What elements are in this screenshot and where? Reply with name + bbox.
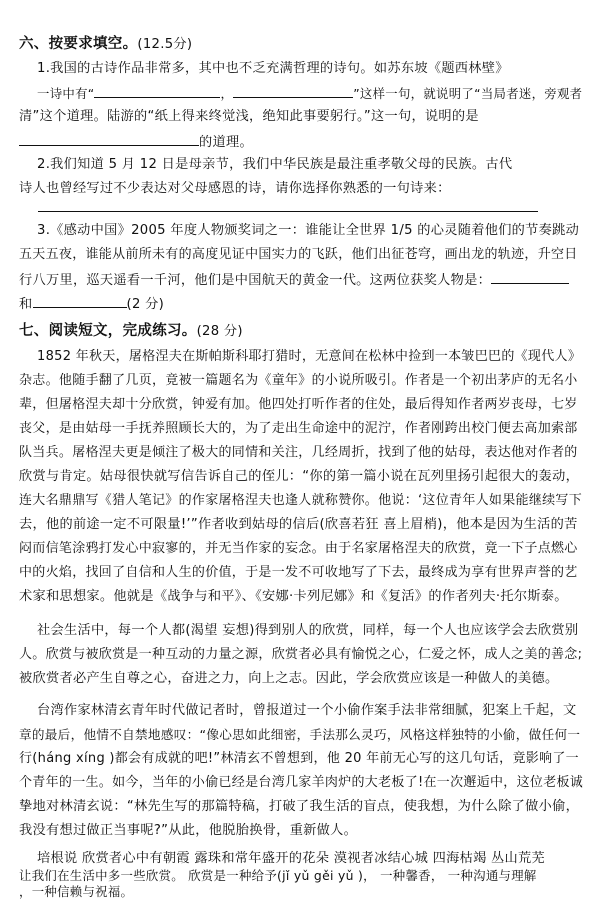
q6-1-line2-b: ， <box>220 86 234 101</box>
q6-3-line1: 3.《感动中国》2005 年度人物颁奖词之一：谁能让全世界 1/5 的心灵随着他们的节奏跳动 <box>37 223 580 238</box>
answer-blank-2[interactable] <box>233 85 353 98</box>
p1-line: 1852 年秋天，屠格涅夫在斯帕斯科耶打猎时，无意间在松林中捡到一本皱巴巴的《现代人》 <box>37 349 582 364</box>
answer-blank-6[interactable] <box>33 295 127 308</box>
answer-blank-3[interactable] <box>19 133 199 146</box>
p3-line: 挚地对林清玄说：“林先生写的那篇特稿，打破了我生活的盲点，使我想，为什么除了做小偷， <box>19 799 580 814</box>
q6-1-line2 <box>37 85 582 102</box>
q6-3-line3 <box>19 271 569 289</box>
section6-score: (12.5分) <box>137 37 193 52</box>
p2-line: 人。欣赏与被欣赏是一种互动的力量之源，欣赏者必具有愉悦之心，仁爱之怀，成人之美的善念; <box>19 647 583 662</box>
p3-line: 个青年的一生。如今，当年的小偷已经是台湾几家羊肉炉的大老板了!在一次邂逅中，这位老板诚 <box>19 775 584 790</box>
section7-heading: 七、阅读短文，完成练习。 <box>19 323 197 339</box>
q6-1-line2-a: 一诗中有“ <box>37 86 95 101</box>
q6-2-line2: 诗人也曾经写过不少表达对父母感恩的诗，请你选择你熟悉的一句诗来： <box>19 181 451 196</box>
p4-line: ，一种信赖与祝福。 <box>19 884 134 899</box>
section7-score: (28 分) <box>196 324 243 339</box>
q6-1-line2-c: ”这样一句，就说明了“当局者迷，旁观者 <box>353 86 583 101</box>
q6-2-line1: 2.我们知道 5 月 12 日是母亲节，我们中华民族是最注重孝敬父母的民族。古代 <box>37 157 513 172</box>
p1-line: 去，他的前途一定不可限量!’”作者收到姑母的信后(欣喜若狂 喜上眉梢)，他本是因为生活的苦 <box>19 517 578 532</box>
q6-3-line4-a: 和 <box>19 297 33 312</box>
answer-blank-4[interactable] <box>38 211 538 212</box>
p1-line: 连大名鼎鼎写《猎人笔记》的作家屠格涅夫也逢人就称赞你。他说：‘这位青年人如果能继续写下 <box>19 493 583 508</box>
q6-3-line4 <box>19 295 164 313</box>
section7-heading-line <box>19 323 243 340</box>
p1-line: 队当兵。屠格涅夫更是倾注了极大的同情和关注，几经周折，找到了他的姑母，表达他对作者的 <box>19 445 578 460</box>
q6-1-line4 <box>19 133 253 151</box>
p2-line: 被欣赏者必产生自尊之心，奋进之力，向上之志。因此，学会欣赏应该是一种做人的美德。 <box>19 671 559 686</box>
p4-line: 培根说 欣赏者心中有朝霞 露珠和常年盛开的花朵 漠视者冰结心城 四海枯竭 丛山荒芜 <box>37 851 546 866</box>
p3-line: 台湾作家林清玄青年时代做记者时，曾报道过一个小偷作案手法非常细腻，犯案上千起，文 <box>37 703 577 718</box>
p1-line: 丧父，是由姑母一手抚养照顾长大的，为了走出生命途中的泥泞，作者刚跨出校门便去高加索部 <box>19 421 578 436</box>
p3-line: 我没有想过做正当事呢?”从此，他脱胎换骨，重新做人。 <box>19 823 358 838</box>
section6-heading: 六、按要求填空。 <box>19 36 138 52</box>
p3-line: 行(háng xíng )都会有成就的吧!”林清玄不曾想到，他 20 年前无心写的这几句话，竟影响了一 <box>19 751 579 766</box>
answer-blank-1[interactable] <box>94 85 220 98</box>
p4-line: 让我们在生活中多一些欣赏。 欣赏是一种给予(jǐ yǔ gěi yǔ )， 一种馨香， 一种沟通与理解 <box>19 868 537 883</box>
answer-blank-5[interactable] <box>491 271 569 284</box>
q6-1-line3: 清”这个道理。陆游的“纸上得来终觉浅，绝知此事要躬行。”这一句，说明的是 <box>19 109 479 124</box>
p1-line: 中的火焰，找回了自信和人生的价值，于是一发不可收地写了下去，最终成为享有世界声誉的艺 <box>19 565 578 580</box>
p1-line: 辈，但屠格涅夫却十分欣赏，钟爱有加。他四处打听作者的住处，最后得知作者两岁丧母，七岁 <box>19 397 578 412</box>
q6-3-line2: 五天五夜，谁能从前所未有的高度见证中国实力的飞跃，他们出征苍穹，画出龙的轨迹，升空日 <box>19 247 578 262</box>
p2-line: 社会生活中，每一个人都(渴望 妄想)得到别人的欣赏，同样，每一个人也应该学会去欣赏别 <box>37 623 579 638</box>
q6-1-line1: 1.我国的古诗作品非常多，其中也不乏充满哲理的诗句。如苏东坡《题西林壁》 <box>37 61 509 76</box>
p1-line: 杂志。他随手翻了几页，竟被一篇题名为《童年》的小说所吸引。作者是一个初出茅庐的无名小 <box>19 373 578 388</box>
q6-3-line4-b: (2 分) <box>126 297 165 312</box>
q6-1-line4-text: 的道理。 <box>199 135 253 150</box>
section6-heading-line <box>19 36 192 53</box>
p1-line: 闷而信笔涂鸦打发心中寂寥的，并无当作家的妄念。由于名家屠格涅夫的欣赏，竟一下子点燃心 <box>19 541 578 556</box>
p1-line: 术家和思想家。他就是《战争与和平》、《安娜·卡列尼娜》和《复活》的作者列夫·托尔斯泰。 <box>19 589 568 604</box>
q6-3-line3-text: 行八万里，巡天遥看一千河，他们是中国航天的黄金一代。这两位获奖人物是： <box>19 273 492 288</box>
p1-line: 欣赏与肯定。姑母很快就写信告诉自己的侄儿：“你的第一篇小说在瓦列里扬引起很大的轰动， <box>19 469 580 484</box>
p3-line: 章的最后，他情不自禁地感叹：“像心思如此细密，手法那么灵巧，风格这样独特的小偷，做任何一 <box>19 727 581 742</box>
